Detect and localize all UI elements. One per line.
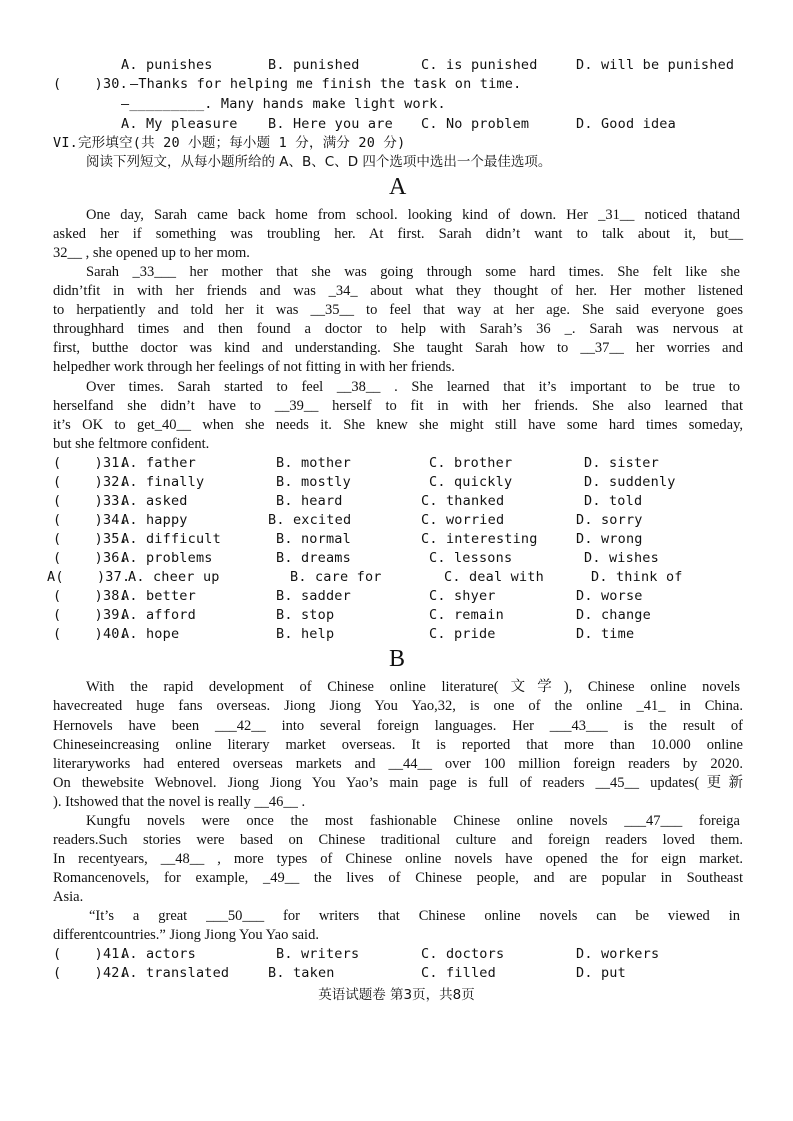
passage-line: 32__ , she opened up to her mom. [53, 245, 250, 261]
option-d: D. workers [576, 946, 660, 962]
page-footer: 英语试题卷 第3页，共8页 [318, 987, 475, 1003]
option-a: A. actors [121, 946, 196, 962]
passage-line: differentcountries.” Jiong Jiong You Yao said. [53, 927, 319, 943]
question-number: ( )35. [53, 531, 128, 547]
option-c: C. thanked [421, 493, 505, 509]
option-b: B. heard [276, 493, 343, 509]
option-a: A. happy [121, 512, 188, 528]
section-instruction: 阅读下列短文，从每小题所给的 A、B、C、D 四个选项中选出一个最佳选项。 [86, 154, 552, 170]
option-b: B. normal [276, 531, 351, 547]
option-c: C. remain [429, 607, 504, 623]
question-number: ( )39. [53, 607, 128, 623]
passage-line: With the rapid development of Chinese online literature(文学), Chinese online novels [86, 679, 740, 695]
passage-line: helpedher work through her feelings of not fitting in with her friends. [53, 359, 455, 375]
question-number: ( )32. [53, 474, 128, 490]
passage-line: Romancenovels, for example, _49__ the lives of Chinese people, and are popular in Southeast [53, 870, 743, 886]
option-d: D. Good idea [576, 116, 676, 132]
passage-line: literaryworks had entered overseas markets and __44__ over 100 million foreign readers by 2020. [53, 756, 743, 772]
option-d: D. will be punished [576, 57, 735, 73]
option-c: C. lessons [429, 550, 513, 566]
option-a: A. cheer up [128, 569, 220, 585]
option-c: C. brother [429, 455, 513, 471]
dialog-line-2: —_________. Many hands make light work. [121, 96, 446, 112]
passage-line: didn’tfit in with her friends and was _34_ about what they thought of her. Her mother listened [53, 283, 743, 299]
passage-line: first, butthe doctor was kind and understanding. She taught Sarah how to __37__ her worries and [53, 340, 743, 356]
option-c: C. doctors [421, 946, 505, 962]
passage-line: throughhard times and then found a doctor to help with Sarah’s 36 _. Sarah was nervous at [53, 321, 743, 337]
passage-line: ). Itshowed that the novel is really __46__ . [53, 794, 306, 810]
option-b: B. excited [268, 512, 352, 528]
option-c: C. shyer [429, 588, 496, 604]
passage-line: herselfand she didn’t have to __39__ herself to fit in with her friends. She also learned that [53, 398, 743, 414]
option-a: A. problems [121, 550, 213, 566]
option-d: D. wrong [576, 531, 643, 547]
option-b: B. care for [290, 569, 382, 585]
option-c: C. worried [421, 512, 505, 528]
passage-line: One day, Sarah came back home from school. looking kind of down. Her _31__ noticed thatand [86, 207, 740, 223]
question-number: ( )38. [53, 588, 128, 604]
dialog-line-1: —Thanks for helping me finish the task on time. [130, 76, 522, 92]
option-a: A. better [121, 588, 196, 604]
passage-line: Sarah _33___ her mother that she was going through some hard times. She felt like she [86, 264, 740, 280]
question-number: ( )34. [53, 512, 128, 528]
option-b: B. help [276, 626, 335, 642]
option-a: A. punishes [121, 57, 213, 73]
option-a: A. translated [121, 965, 230, 981]
option-d: D. sorry [576, 512, 643, 528]
passage-line: Over times. Sarah started to feel __38__ . She learned that it’s important to be true to [86, 379, 740, 395]
passage-line: On thewebsite Webnovel. Jiong Jiong You Yao’s main page is full of readers __45__ updates(更新 [53, 775, 743, 791]
option-a: A. difficult [121, 531, 221, 547]
passage-b-heading: B [389, 646, 406, 672]
option-b: B. writers [276, 946, 360, 962]
option-c: C. interesting [421, 531, 538, 547]
option-c: C. No problem [421, 116, 530, 132]
option-a: A. asked [121, 493, 188, 509]
option-b: B. mother [276, 455, 351, 471]
question-number: ( )30. [53, 76, 128, 92]
option-c: C. is punished [421, 57, 538, 73]
question-number: ( )33. [53, 493, 128, 509]
passage-line: it’s OK to get_40__ when she needs it. She knew she might still have some hard times someday, [53, 417, 743, 433]
option-a: A. father [121, 455, 196, 471]
option-d: D. change [576, 607, 651, 623]
option-d: D. suddenly [584, 474, 676, 490]
section-title: VI.完形填空(共 20 小题；每小题 1 分，满分 20 分) [53, 135, 406, 151]
passage-line: readers.Such stories were based on Chinese traditional culture and foreign readers loved them. [53, 832, 743, 848]
passage-line: Chineseincreasing online literary market overseas. It is reported that more than 10.000 online [53, 737, 743, 753]
option-d: D. sister [584, 455, 659, 471]
option-d: D. told [584, 493, 643, 509]
option-b: B. sadder [276, 588, 351, 604]
passage-line: In recentyears, __48__ , more types of Chinese online novels have opened the for eign market. [53, 851, 743, 867]
option-a: A. finally [121, 474, 205, 490]
option-a: A. hope [121, 626, 180, 642]
option-c: C. filled [421, 965, 496, 981]
option-d: D. time [576, 626, 635, 642]
passage-line: but she feltmore confident. [53, 436, 210, 452]
passage-a-heading: A [389, 174, 407, 200]
option-a: A. My pleasure [121, 116, 238, 132]
option-b: B. dreams [276, 550, 351, 566]
question-number: ( )31. [53, 455, 128, 471]
option-c: C. pride [429, 626, 496, 642]
question-number: A( )37. [47, 569, 131, 585]
question-number: ( )42. [53, 965, 128, 981]
option-b: B. punished [268, 57, 360, 73]
option-a: A. afford [121, 607, 196, 623]
passage-line: to herpatiently and told her it was __35__ to feel that way at her age. She said everyone goes [53, 302, 743, 318]
option-b: B. Here you are [268, 116, 393, 132]
option-c: C. deal with [444, 569, 544, 585]
question-number: ( )40. [53, 626, 128, 642]
option-d: D. think of [591, 569, 683, 585]
option-b: B. mostly [276, 474, 351, 490]
passage-line: Hernovels have been ___42__ into several foreign languages. Her ___43___ is the result of [53, 718, 743, 734]
passage-line: “It’s a great ___50___ for writers that Chinese online novels can be viewed in [89, 908, 740, 924]
option-c: C. quickly [429, 474, 513, 490]
passage-line: havecreated huge fans overseas. Jiong Jiong You Yao,32, is one of the online _41_ in China. [53, 698, 743, 714]
question-number: ( )41. [53, 946, 128, 962]
question-number: ( )36. [53, 550, 128, 566]
option-b: B. taken [268, 965, 335, 981]
option-d: D. wishes [584, 550, 659, 566]
passage-line: Kungfu novels were once the most fashionable Chinese online novels ___47___ foreiga [86, 813, 740, 829]
option-b: B. stop [276, 607, 335, 623]
passage-line: Asia. [53, 889, 84, 905]
passage-line: asked her if something was troubling her. At first. Sarah didn’t want to talk about it, but__ [53, 226, 743, 242]
option-d: D. put [576, 965, 626, 981]
option-d: D. worse [576, 588, 643, 604]
